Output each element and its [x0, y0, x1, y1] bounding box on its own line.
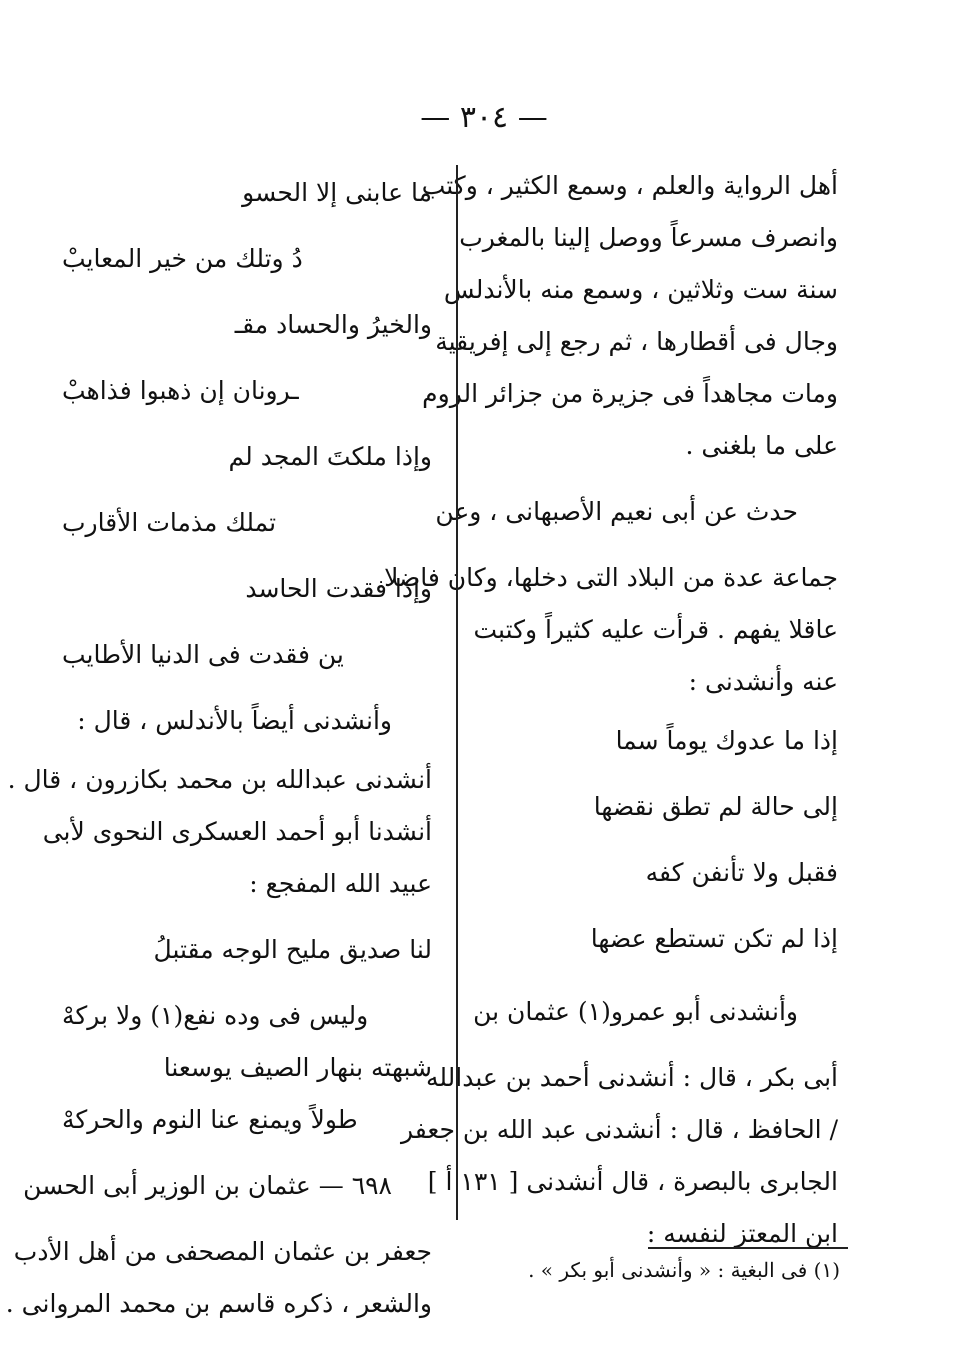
text-line: جماعة عدة من البلاد التى دخلها، وكان فاضلا	[384, 563, 838, 592]
verse-line: وإذا ملكتَ المجد لم	[228, 442, 432, 471]
text-line: أنشدنا أبو أحمد العسكرى النحوى لأبى	[42, 817, 432, 846]
verse-line: ما عابنى إلا الحسو	[242, 178, 432, 207]
text-line: أبى بكر ، قال : أنشدنى أحمد بن عبدالله	[425, 1063, 838, 1092]
text-line: سنة ست وثلاثين ، وسمع منه بالأندلس	[443, 275, 838, 304]
verse-line: ـرونان إن ذهبوا فذاهبْ	[62, 376, 299, 405]
verse-line: وليس فى وده نفع(١) ولا بركهْ	[62, 1001, 369, 1030]
page-number: — ٣٠٤ —	[420, 100, 548, 135]
text-line: وأنشدنى أيضاً بالأندلس ، قال :	[77, 706, 392, 735]
right-column	[384, 160, 838, 1260]
verse-line: إذا ما عدوك يوماً سما	[615, 726, 838, 755]
footnote-rule	[648, 1247, 848, 1249]
text-line: عاقلا يفهم . قرأت عليه كثيراً وكتبت	[473, 615, 838, 644]
verse-line: ين فقدت فى الدنيا الأطايب	[62, 640, 344, 669]
text-line: وأنشدنى أبو عمرو(١) عثمان بن	[473, 997, 798, 1026]
text-line: أهل الرواية والعلم ، وسمع الكثير ، وكتب	[421, 171, 838, 200]
verse-line: شبهته بنهار الصيف يوسعنا	[163, 1053, 432, 1082]
footnote: (١) فى البغية : « وأنشدنى أبو بكر » .	[528, 1258, 840, 1282]
verse-line: وإذا فقدت الحاسد	[245, 574, 432, 603]
text-line: أنشدنى عبدالله بن محمد بكازرون ، قال .	[7, 765, 432, 794]
text-line: ابن المعتز لنفسه :	[646, 1219, 838, 1248]
verse-line: طولاً ويمنع عنا النوم والحركهْ	[62, 1105, 358, 1134]
text-line: وجال فى أقطارها ، ثم رجع إلى إفريقية	[435, 327, 838, 356]
verse-line: دُ وتلك من خير المعايبْ	[62, 244, 303, 273]
left-column	[5, 160, 432, 1330]
text-line: والشعر ، ذكره قاسم بن محمد المروانى .	[5, 1289, 432, 1318]
text-line: وانصرف مسرعاً ووصل إلينا بالمغرب	[459, 223, 838, 252]
text-line: عبيد الله المفجع :	[249, 869, 432, 898]
text-line: على ما بلغنى .	[685, 431, 838, 460]
text-line: عنه وأنشدنى :	[688, 667, 838, 696]
text-line: / الحافظ ، قال : أنشدنى عبد الله بن جعفر	[400, 1115, 838, 1144]
verse-line: لنا صديق مليح الوجه مقتبلُ	[153, 935, 432, 964]
text-line: جعفر بن عثمان المصحفى من أهل الأدب	[13, 1237, 432, 1266]
verse-line: فقبل ولا تأنفن كفه	[645, 858, 838, 887]
verse-line: والخيرُ والحساد مقـ	[234, 310, 432, 339]
text-line: ومات مجاهداً فى جزيرة من جزائر الروم	[422, 379, 838, 408]
verse-line: إلى حالة لم تطق نقضها	[593, 792, 838, 821]
text-line: الجابرى بالبصرة ، قال أنشدنى [ ١٣١ أ ]	[427, 1167, 838, 1196]
column-divider	[456, 165, 458, 1220]
verse-line: تملك مذمات الأقارب	[62, 508, 277, 537]
verse-line: إذا لم تكن تستطع عضها	[590, 924, 838, 953]
entry-heading: ٦٩٨ — عثمان بن الوزير أبى الحسن	[23, 1171, 392, 1200]
text-line: حدث عن أبى نعيم الأصبهانى ، وعن	[435, 497, 798, 526]
